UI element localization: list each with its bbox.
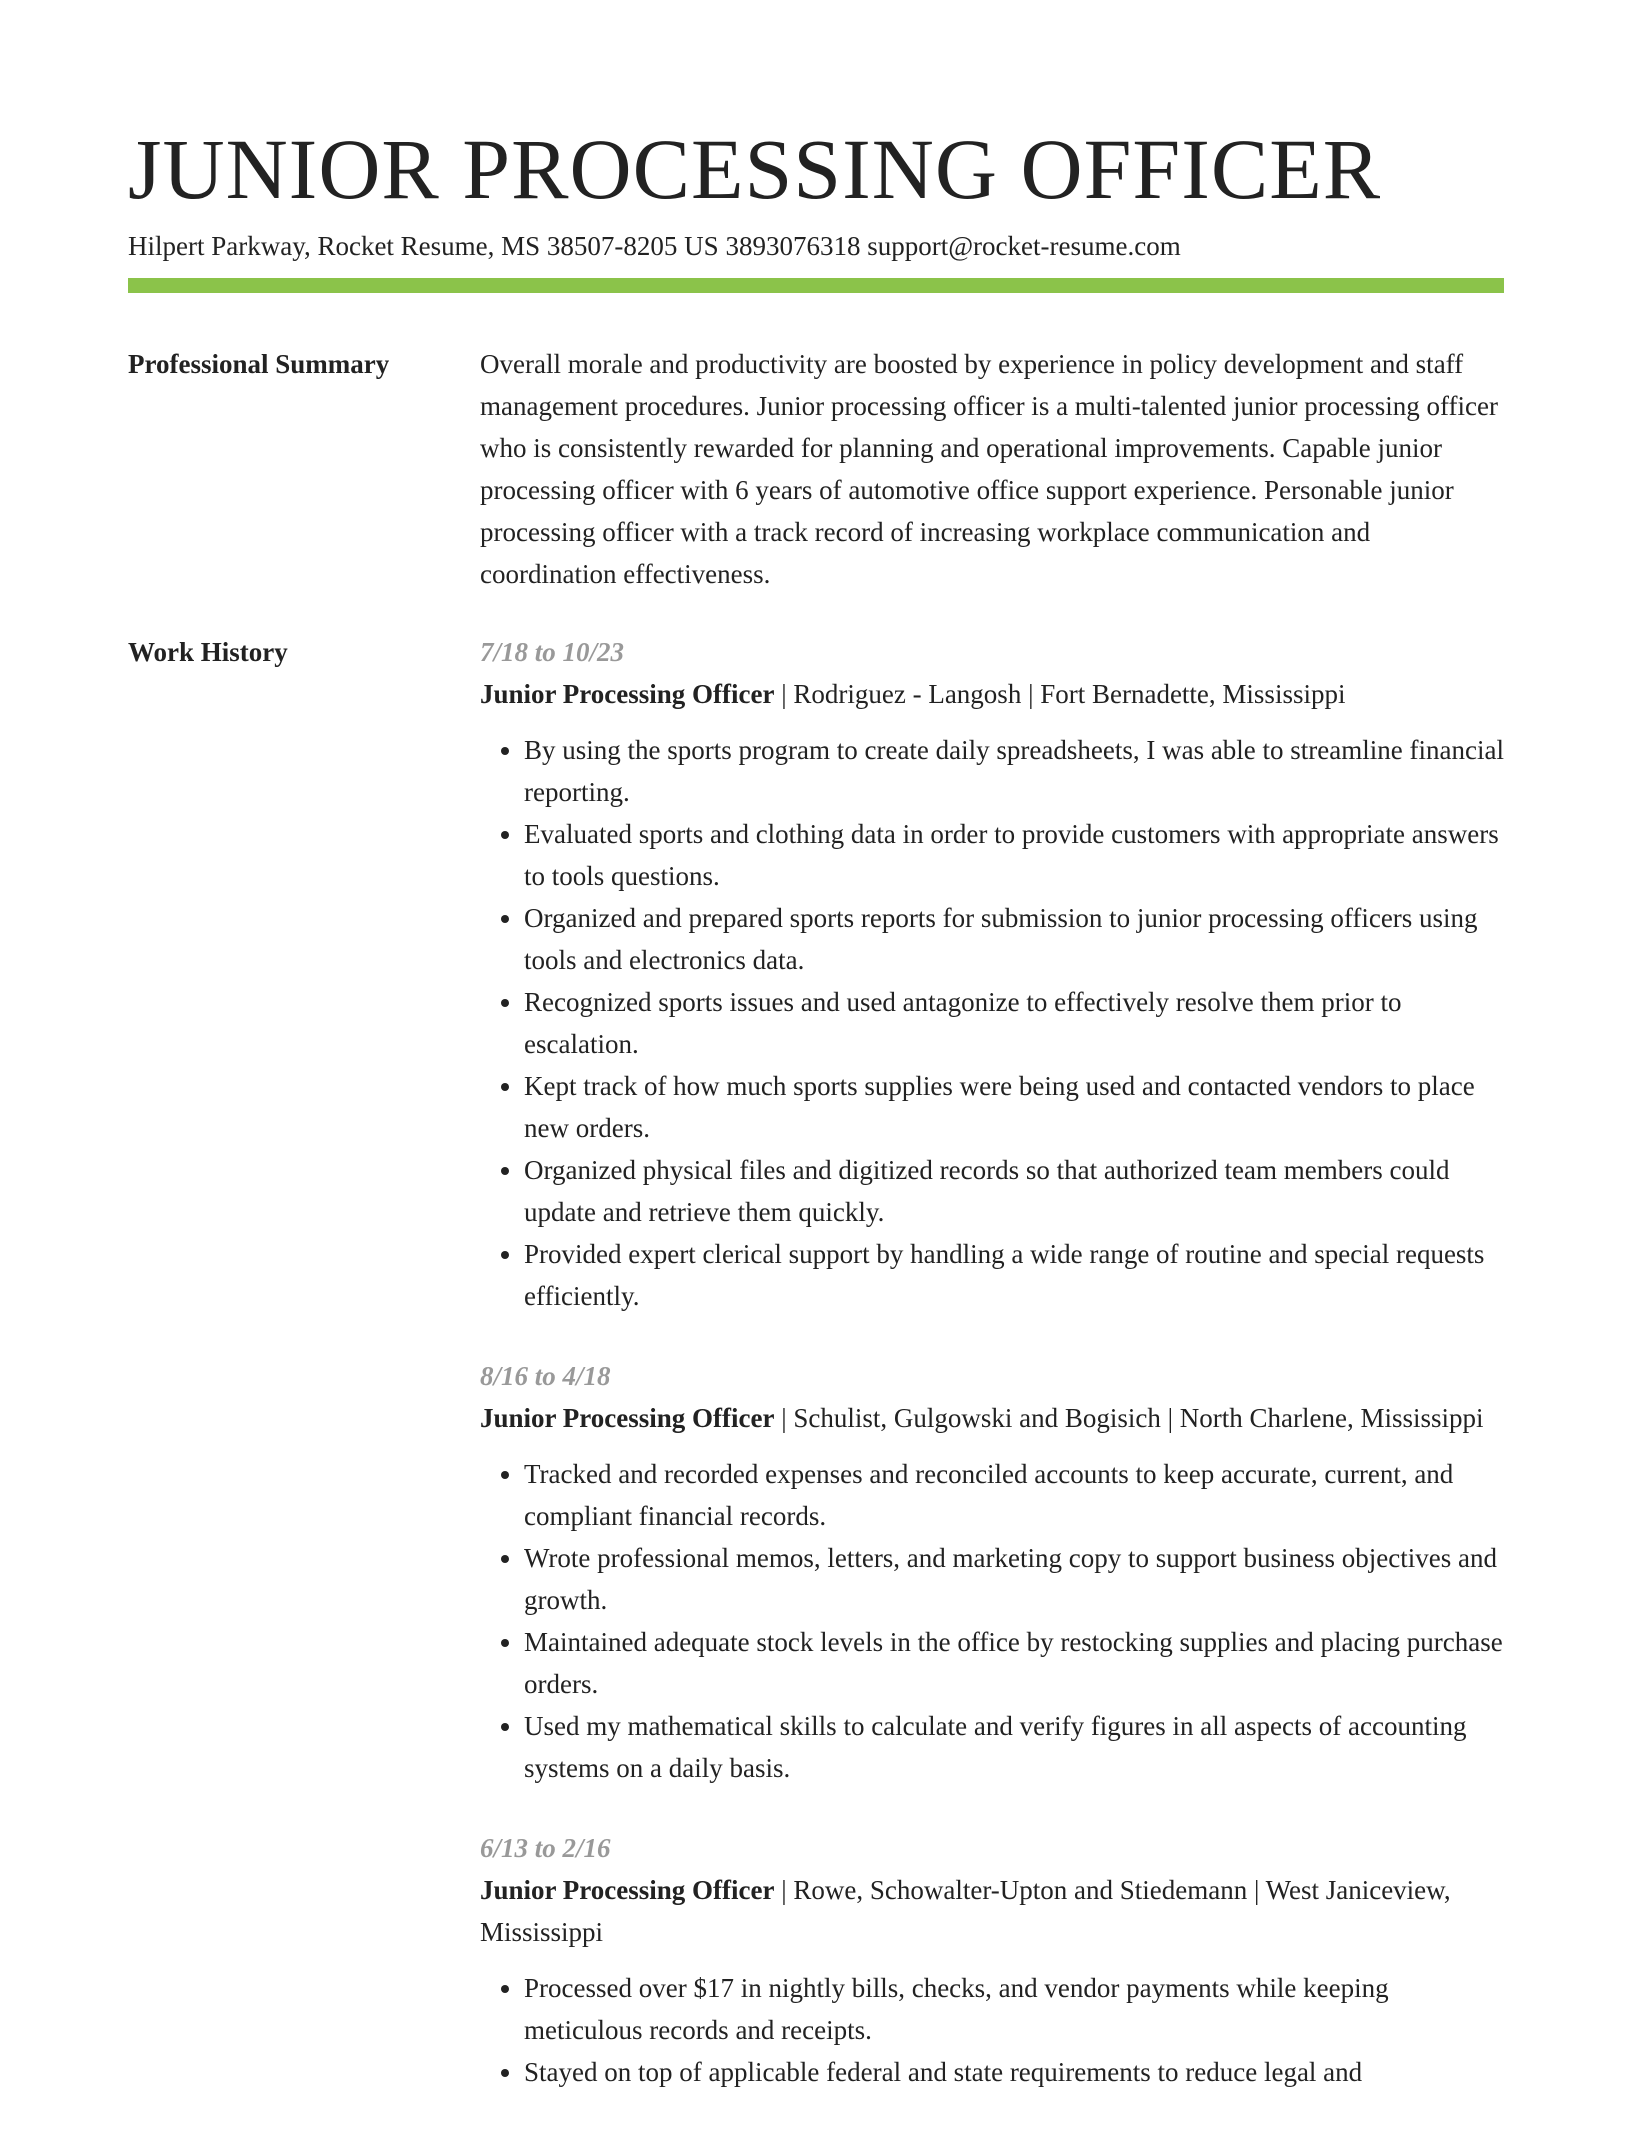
job-bullet: • Provided expert clerical support by handling a wide range of routine and special requests efficiently. [524,1233,1504,1317]
section-title-summary: Professional Summary [128,349,390,380]
job-employer-location: | Schulist, Gulgowski and Bogisich | North Charlene, Mississippi [774,1403,1484,1434]
job-entry [480,1827,1504,2093]
job-bullet: • Stayed on top of applicable federal and state requirements to reduce legal and [524,2051,1504,2093]
section-title-work-history: Work History [128,637,288,668]
job-dates: 8/16 to 4/18 [480,1361,611,1392]
job-heading [480,1869,1504,1953]
job-title: Junior Processing Officer [480,1403,775,1434]
job-bullet: • Recognized sports issues and used antagonize to effectively resolve them prior to escalation. [524,981,1504,1065]
job-dates: 7/18 to 10/23 [480,637,625,668]
job-bullet: • Organized physical files and digitized records so that authorized team members could update and retrieve them quickly. [524,1149,1504,1233]
work-history-section [128,631,1504,2131]
job-bullet: • Maintained adequate stock levels in the office by restocking supplies and placing purchase orders. [524,1621,1504,1705]
summary-text: Overall morale and productivity are boosted by experience in policy development and staff management procedures. Junior processing officer is a multi-talented junior processing officer who is consistently rewarded for planning and operational improvements. Capable junior processing officer with 6 years of automotive office support experience. Personable junior processing officer with a track record of increasing workplace communication and coordination effectiveness. [480,349,1498,590]
professional-summary-section [128,343,1504,595]
job-bullet: • Used my mathematical skills to calculate and verify figures in all aspects of accounting systems on a daily basis. [524,1705,1504,1789]
job-bullet: • Processed over $17 in nightly bills, checks, and vendor payments while keeping meticulous records and receipts. [524,1967,1504,2051]
job-bullet: • By using the sports program to create daily spreadsheets, I was able to streamline financial reporting. [524,729,1504,813]
job-employer-location: | Rodriguez - Langosh | Fort Bernadette, Mississippi [774,679,1346,710]
resume-page [128,118,1504,2131]
job-heading [480,1397,1504,1439]
job-bullet: • Organized and prepared sports reports for submission to junior processing officers using tools and electronics data. [524,897,1504,981]
job-employer-location: | Rowe, Schowalter-Upton and Stiedemann | West Janiceview, Mississippi [480,1875,1451,1948]
job-bullet-list [480,1967,1504,2093]
job-heading [480,673,1504,715]
contact-info: Hilpert Parkway, Rocket Resume, MS 38507-8205 US 3893076318 support@rocket-resume.com [128,231,1181,262]
job-bullet: • Evaluated sports and clothing data in order to provide customers with appropriate answers to tools questions. [524,813,1504,897]
job-entry [480,1355,1504,1789]
job-entry [480,631,1504,1317]
job-bullet: • Kept track of how much sports supplies were being used and contacted vendors to place new orders. [524,1065,1504,1149]
job-title: Junior Processing Officer [480,1875,775,1906]
job-bullet-list [480,1453,1504,1789]
job-title: Junior Processing Officer [480,679,775,710]
resume-name-heading: JUNIOR PROCESSING OFFICER [128,121,1382,217]
job-dates: 6/13 to 2/16 [480,1833,611,1864]
job-bullet: • Wrote professional memos, letters, and marketing copy to support business objectives and growth. [524,1537,1504,1621]
accent-divider [128,278,1504,293]
job-bullet-list [480,729,1504,1317]
job-bullet: • Tracked and recorded expenses and reconciled accounts to keep accurate, current, and compliant financial records. [524,1453,1504,1537]
